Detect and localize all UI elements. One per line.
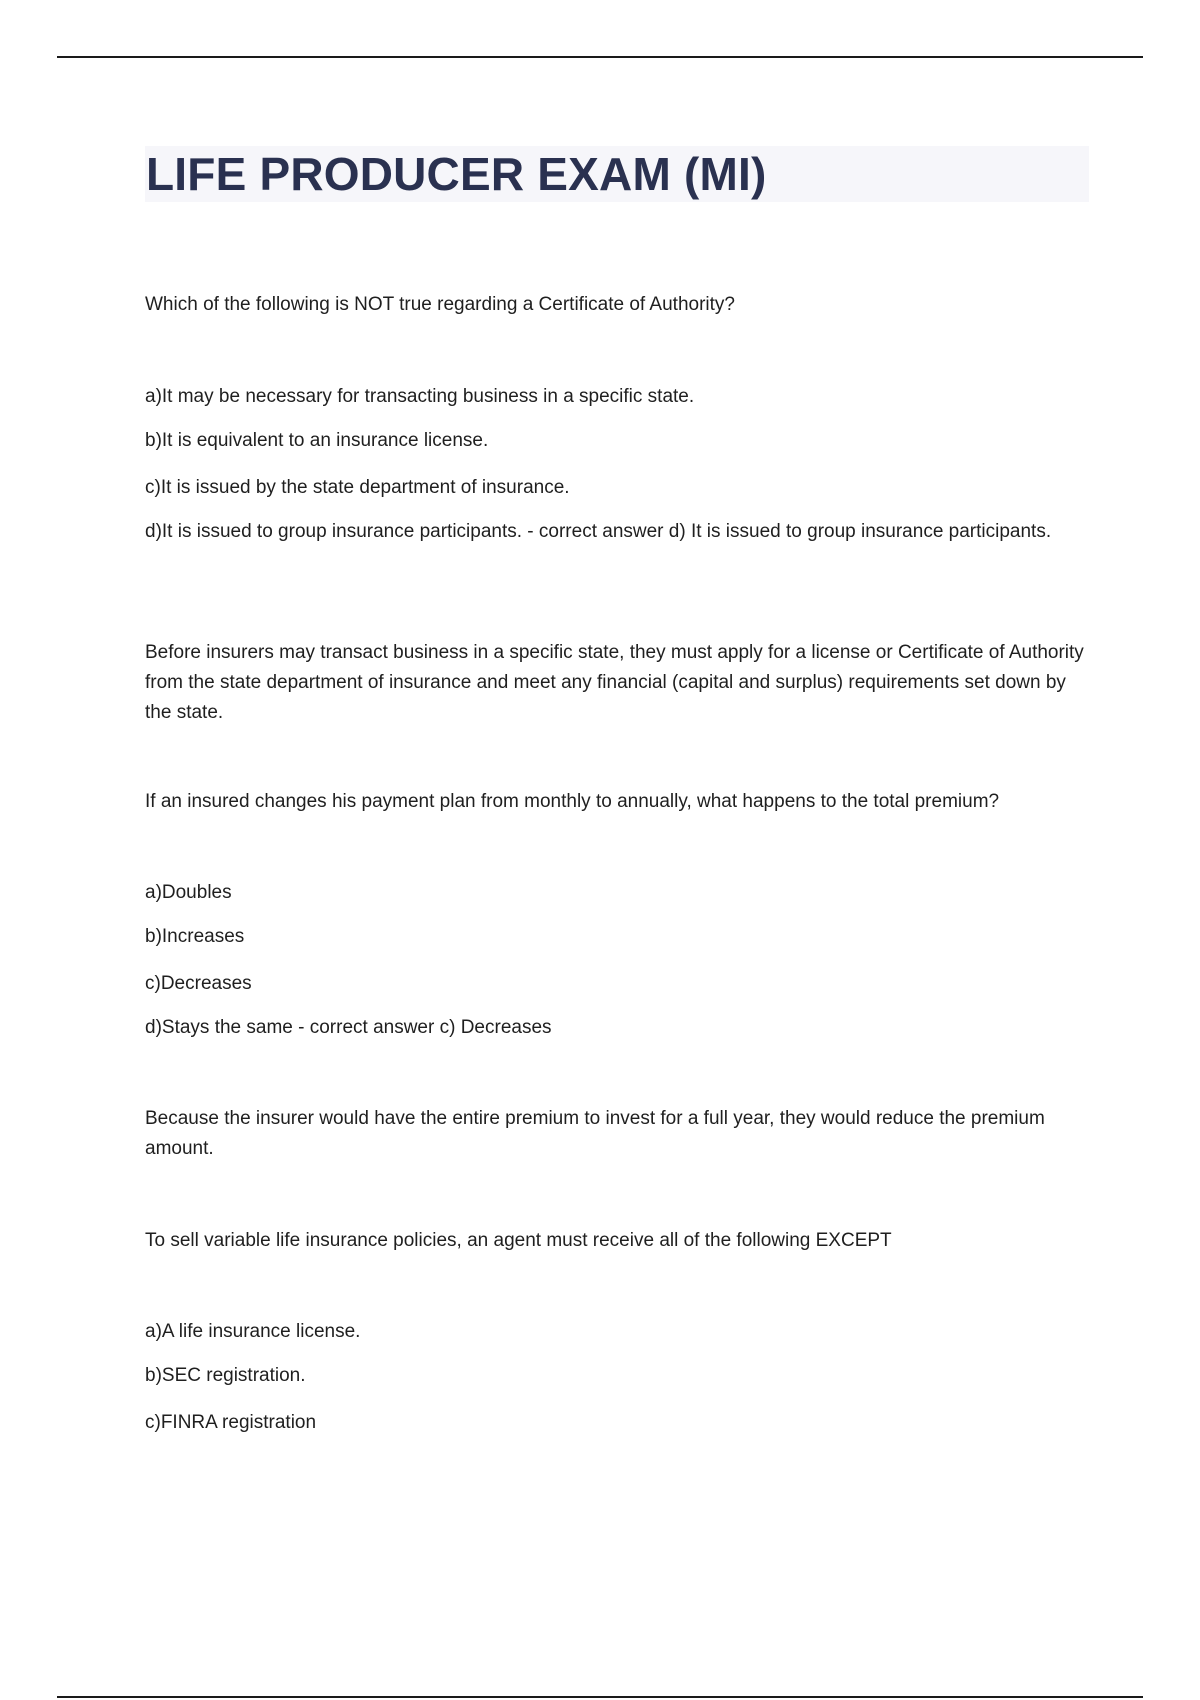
bottom-rule <box>57 1696 1143 1698</box>
question-1: Which of the following is NOT true regarding a Certificate of Authority? <box>145 294 735 315</box>
q2-explanation: Because the insurer would have the entire premium to invest for a full year, they would reduce the premium amount. <box>145 1108 1045 1159</box>
q1-option-c: c)It is issued by the state department of insurance. <box>145 477 570 498</box>
question-2: If an insured changes his payment plan from monthly to annually, what happens to the total premium? <box>145 791 1000 812</box>
q1-option-a: a)It may be necessary for transacting business in a specific state. <box>145 386 695 407</box>
top-rule <box>57 56 1143 58</box>
question-3: To sell variable life insurance policies, an agent must receive all of the following EXCEPT <box>145 1230 892 1251</box>
q3-option-c: c)FINRA registration <box>145 1412 317 1433</box>
q1-option-d: d)It is issued to group insurance participants. - correct answer d) It is issued to group insurance participants. <box>145 521 1052 542</box>
q2-option-d: d)Stays the same - correct answer c) Decreases <box>145 1017 552 1038</box>
q2-option-c: c)Decreases <box>145 973 252 994</box>
q1-explanation: Before insurers may transact business in a specific state, they must apply for a license or Certificate of Authority from the state department of insurance and meet any financial (capital and surplus) requirements set down by the state. <box>145 642 1084 723</box>
q1-option-b: b)It is equivalent to an insurance license. <box>145 430 489 451</box>
q3-option-a: a)A life insurance license. <box>145 1321 361 1342</box>
q2-option-b: b)Increases <box>145 926 245 947</box>
q2-option-a: a)Doubles <box>145 882 232 903</box>
q3-option-b: b)SEC registration. <box>145 1365 306 1386</box>
document-title: LIFE PRODUCER EXAM (MI) <box>146 148 767 200</box>
